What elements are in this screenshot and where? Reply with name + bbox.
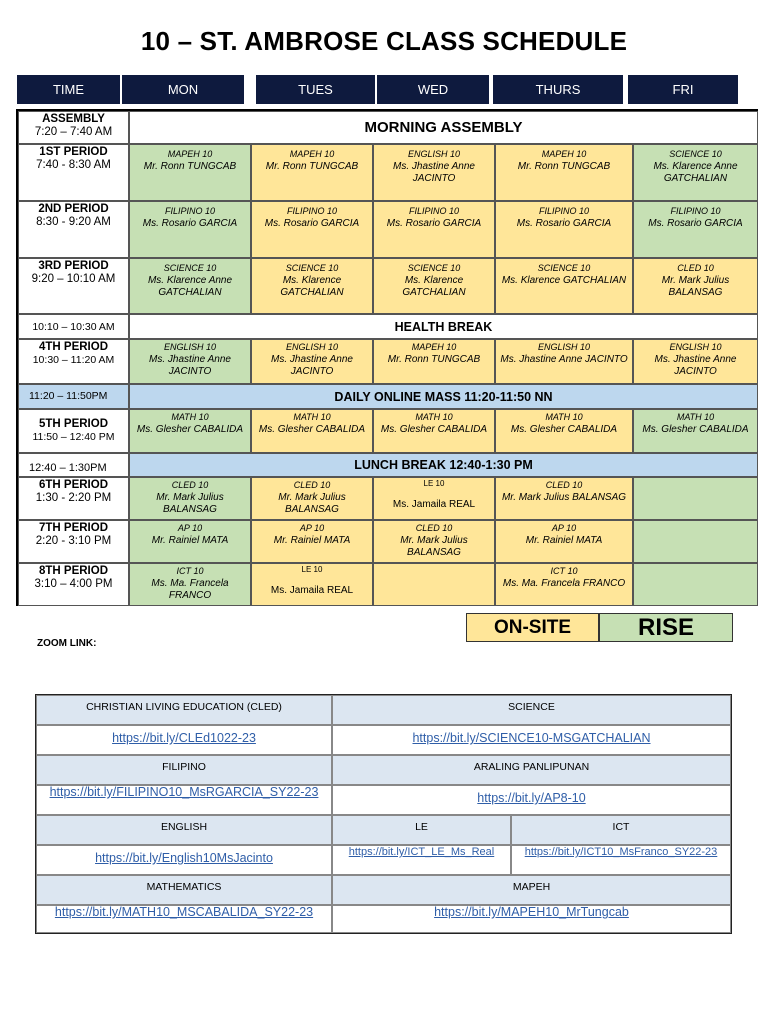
teacher: Ms. Klarence GATCHALIAN [402, 274, 466, 298]
subject: FILIPINO 10 [286, 206, 338, 216]
period-4-label: 4TH PERIOD [38, 341, 108, 353]
teacher: Ms. Klarence Anne GATCHALIAN [147, 274, 233, 298]
legend-onsite: ON-SITE [466, 613, 599, 642]
class-cell [129, 339, 251, 384]
class-cell [373, 520, 495, 563]
subject: CLED 10 [293, 480, 331, 490]
math-heading: MATHEMATICS [36, 875, 332, 905]
subject: SCIENCE 10 [669, 149, 722, 159]
le-heading: LE [332, 815, 511, 845]
teacher: Mr. Ronn TUNGCAB [387, 353, 481, 365]
period-7-label: 7TH PERIOD [38, 522, 108, 534]
class-cell [495, 563, 633, 606]
subject: MATH 10 [171, 412, 209, 422]
class-cell [251, 201, 373, 258]
english-link[interactable]: https://bit.ly/English10MsJacinto [36, 845, 332, 875]
health-break-time: 10:10 – 10:30 AM [18, 314, 129, 339]
class-cell [129, 201, 251, 258]
subject: SCIENCE 10 [537, 263, 591, 273]
class-cell [495, 477, 633, 520]
subject: ENGLISH 10 [407, 149, 461, 159]
teacher: Ms. Glesher CABALIDA [136, 423, 244, 435]
class-cell [373, 477, 495, 520]
teacher: Mr. Ronn TUNGCAB [517, 160, 611, 172]
teacher: Ms. Jhastine Anne JACINTO [500, 353, 628, 365]
zoom-links-table [35, 694, 732, 934]
class-cell [373, 258, 495, 314]
teacher: Ms. Glesher CABALIDA [642, 423, 749, 435]
class-cell [251, 258, 373, 314]
class-cell-empty [633, 477, 758, 520]
class-cell [251, 520, 373, 563]
subject: SCIENCE 10 [285, 263, 339, 273]
time-cell-period-8 [18, 563, 129, 606]
teacher: Mr. Mark Julius BALANSAG [400, 534, 468, 558]
math-link[interactable]: https://bit.ly/MATH10_MSCABALIDA_SY22-23 [36, 905, 332, 933]
teacher: Ms. Jhastine Anne JACINTO [271, 353, 353, 377]
period-1-time: 7:40 - 8:30 AM [36, 159, 111, 171]
teacher: Mr. Ronn TUNGCAB [143, 160, 237, 172]
class-cell-empty [633, 563, 758, 606]
class-cell [633, 144, 758, 201]
mass-time: 11:20 – 11:50PM [18, 384, 129, 409]
subject: MATH 10 [545, 412, 583, 422]
time-cell-period-2 [18, 201, 129, 258]
subject: AP 10 [177, 523, 203, 533]
time-cell-period-1 [18, 144, 129, 201]
legend-rise: RISE [599, 613, 733, 642]
morning-assembly-band: MORNING ASSEMBLY [129, 111, 758, 144]
period-8-label: 8TH PERIOD [38, 565, 108, 577]
period-5-time: 11:50 – 12:40 PM [32, 431, 115, 443]
ap-heading: ARALING PANLIPUNAN [332, 755, 731, 785]
header-time: TIME [17, 75, 120, 104]
header-thurs: THURS [493, 75, 623, 104]
subject: ICT 10 [550, 566, 578, 576]
subject: CLED 10 [415, 523, 453, 533]
teacher: Ms. Jhastine Anne JACINTO [393, 160, 475, 184]
class-cell [129, 477, 251, 520]
class-cell [129, 258, 251, 314]
class-cell [495, 144, 633, 201]
subject: MATH 10 [415, 412, 453, 422]
time-cell-period-7 [18, 520, 129, 563]
ap-link[interactable]: https://bit.ly/AP8-10 [332, 785, 731, 815]
class-cell [373, 409, 495, 453]
period-3-label: 3RD PERIOD [38, 260, 109, 272]
class-cell [129, 409, 251, 453]
period-4-time: 10:30 – 11:20 AM [32, 354, 115, 366]
teacher: Ms. Jhastine Anne JACINTO [149, 353, 231, 377]
subject: ENGLISH 10 [537, 342, 591, 352]
subject: FILIPINO 10 [164, 206, 216, 216]
period-7-time: 2:20 - 3:10 PM [35, 535, 112, 547]
period-5-label: 5TH PERIOD [38, 418, 108, 430]
period-1-label: 1ST PERIOD [39, 146, 108, 158]
teacher: Ms. Klarence GATCHALIAN [280, 274, 344, 298]
period-6-label: 6TH PERIOD [38, 479, 108, 491]
class-cell [373, 339, 495, 384]
class-cell [495, 409, 633, 453]
class-cell [129, 520, 251, 563]
header-fri: FRI [628, 75, 738, 104]
subject: ENGLISH 10 [669, 342, 722, 352]
online-mass-band: DAILY ONLINE MASS 11:20-11:50 NN [129, 384, 758, 409]
class-cell-empty [633, 520, 758, 563]
subject: LE 10 [423, 479, 445, 488]
subject: MATH 10 [293, 412, 331, 422]
teacher: Mr. Ronn TUNGCAB [265, 160, 359, 172]
time-cell-period-3 [18, 258, 129, 314]
class-cell [633, 409, 758, 453]
subject: SCIENCE 10 [163, 263, 217, 273]
class-cell [129, 144, 251, 201]
class-cell [251, 339, 373, 384]
cled-heading: CHRISTIAN LIVING EDUCATION (CLED) [36, 695, 332, 725]
header-tues: TUES [256, 75, 375, 104]
teacher: Ms. Glesher CABALIDA [380, 423, 488, 435]
header-mon: MON [122, 75, 244, 104]
class-cell [251, 409, 373, 453]
period-2-label: 2ND PERIOD [38, 203, 109, 215]
teacher: Ms. Jhastine Anne JACINTO [654, 353, 737, 377]
assembly-label: ASSEMBLY [42, 113, 105, 125]
subject: LE 10 [301, 565, 323, 574]
filipino-link[interactable]: https://bit.ly/FILIPINO10_MsRGARCIA_SY22-23 [36, 785, 332, 815]
teacher: Ms. Jamaila REAL [270, 584, 354, 596]
teacher: Mr. Rainiel MATA [151, 534, 229, 546]
period-3-time: 9:20 – 10:10 AM [31, 273, 116, 285]
subject: ENGLISH 10 [163, 342, 217, 352]
teacher: Ms. Rosario GARCIA [648, 217, 743, 229]
assembly-time: 7:20 – 7:40 AM [34, 126, 113, 138]
filipino-heading: FILIPINO [36, 755, 332, 785]
subject: MAPEH 10 [541, 149, 587, 159]
cled-link[interactable]: https://bit.ly/CLEd1022-23 [36, 725, 332, 755]
time-cell-period-6 [18, 477, 129, 520]
class-cell [373, 144, 495, 201]
class-cell [633, 258, 758, 314]
subject: FILIPINO 10 [538, 206, 590, 216]
subject: SCIENCE 10 [407, 263, 461, 273]
health-break-band: HEALTH BREAK [129, 314, 758, 339]
teacher: Ms. Glesher CABALIDA [510, 423, 618, 435]
teacher: Ms. Ma. Francela FRANCO [151, 577, 229, 601]
science-link[interactable]: https://bit.ly/SCIENCE10-MSGATCHALIAN [332, 725, 731, 755]
subject: FILIPINO 10 [670, 206, 721, 216]
subject: AP 10 [551, 523, 577, 533]
subject: MATH 10 [676, 412, 715, 422]
period-8-time: 3:10 – 4:00 PM [34, 578, 113, 590]
class-cell [251, 563, 373, 606]
mapeh-link[interactable]: https://bit.ly/MAPEH10_MrTungcab [332, 905, 731, 933]
time-cell-period-5 [18, 409, 129, 453]
teacher: Ms. Jamaila REAL [392, 498, 476, 510]
lunch-break-band: LUNCH BREAK 12:40-1:30 PM [129, 453, 758, 477]
teacher: Ms. Glesher CABALIDA [258, 423, 366, 435]
subject: CLED 10 [171, 480, 209, 490]
class-cell [633, 201, 758, 258]
english-heading: ENGLISH [36, 815, 332, 845]
science-heading: SCIENCE [332, 695, 731, 725]
le-link[interactable]: https://bit.ly/ICT_LE_Ms_Real [332, 845, 511, 875]
teacher: Ms. Rosario GARCIA [264, 217, 360, 229]
class-cell-empty [373, 563, 495, 606]
class-cell [633, 339, 758, 384]
class-cell [373, 201, 495, 258]
class-cell [495, 201, 633, 258]
teacher: Mr. Mark Julius BALANSAG [661, 274, 730, 298]
subject: CLED 10 [545, 480, 583, 490]
period-6-time: 1:30 - 2:20 PM [35, 492, 112, 504]
teacher: Mr. Mark Julius BALANSAG [501, 491, 627, 503]
subject: ICT 10 [176, 566, 204, 576]
time-cell-period-4 [18, 339, 129, 384]
teacher: Ms. Ma. Francela FRANCO [502, 577, 626, 589]
subject: ENGLISH 10 [285, 342, 339, 352]
teacher: Mr. Rainiel MATA [273, 534, 351, 546]
class-cell [495, 258, 633, 314]
subject: MAPEH 10 [411, 342, 457, 352]
ict-link[interactable]: https://bit.ly/ICT10_MsFranco_SY22-23 [511, 845, 731, 875]
subject: CLED 10 [677, 263, 714, 273]
teacher: Ms. Rosario GARCIA [516, 217, 612, 229]
class-cell [251, 477, 373, 520]
zoom-link-label: ZOOM LINK: [37, 638, 97, 649]
ict-heading: ICT [511, 815, 731, 845]
teacher: Mr. Rainiel MATA [525, 534, 603, 546]
teacher: Ms. Klarence Anne GATCHALIAN [653, 160, 738, 184]
class-cell [251, 144, 373, 201]
subject: MAPEH 10 [167, 149, 213, 159]
teacher: Ms. Rosario GARCIA [386, 217, 482, 229]
schedule-table [16, 109, 758, 606]
page-title: 10 – ST. AMBROSE CLASS SCHEDULE [140, 26, 628, 56]
lunch-time: 12:40 – 1:30PM [18, 453, 129, 477]
period-2-time: 8:30 - 9:20 AM [36, 216, 111, 228]
class-cell [129, 563, 251, 606]
teacher: Ms. Klarence GATCHALIAN [501, 274, 627, 286]
subject: AP 10 [299, 523, 325, 533]
header-wed: WED [377, 75, 489, 104]
class-cell [495, 339, 633, 384]
class-cell [495, 520, 633, 563]
subject: MAPEH 10 [289, 149, 335, 159]
time-cell-assembly [18, 111, 129, 144]
teacher: Mr. Mark Julius BALANSAG [278, 491, 346, 515]
mapeh-heading: MAPEH [332, 875, 731, 905]
teacher: Mr. Mark Julius BALANSAG [156, 491, 224, 515]
teacher: Ms. Rosario GARCIA [142, 217, 238, 229]
subject: FILIPINO 10 [408, 206, 460, 216]
